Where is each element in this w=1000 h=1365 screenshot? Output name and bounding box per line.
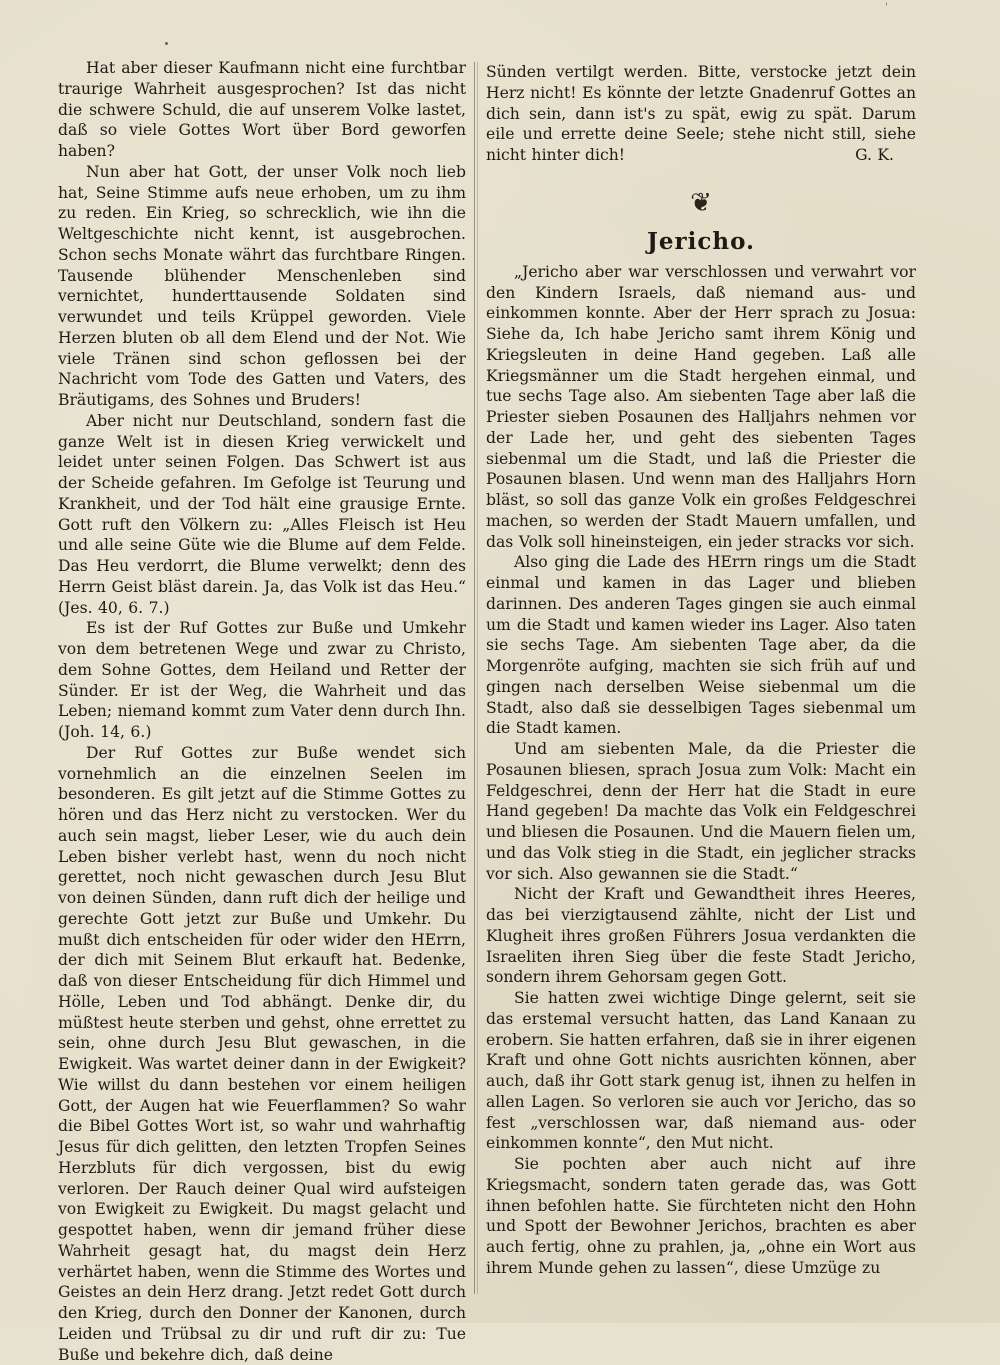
print-mark: ' [885,2,888,13]
article-heading: Jericho. [646,227,756,255]
left-paragraph-3: Aber nicht nur Deutschland, sondern fast die ganze Welt ist in diesen Krieg verwickelt und leidet unter seinen Folgen. Das Schwert ist aus der Scheide gefahren. Im Gefolge ist Teurung und Krankheit, und der Tod hält eine grausige Ernte. Gott ruft den Völkern zu: „Alles Fleisch ist Heu und alle seine Güte wie die Blume auf dem Felde. Das Heu verdorrt, die Blume verwelkt; denn des Herrn Geist bläst darein. Ja, das Volk ist das Heu.“ (Jes. 40, 6. 7.) [58,411,466,617]
left-paragraph-2: Nun aber hat Gott, der unser Volk noch lieb hat, Seine Stimme aufs neue erhoben, um zu ihm zu reden. Ein Krieg, so schrecklich, wie ihn die Weltgeschichte nicht kennt, ist ausgebrochen. Schon sechs Monate währt das furchtbare Ringen. Tausende blühender Menschenleben sind vernichtet, hunderttausende Soldaten sind verwundet und teils Krüppel geworden. Viele Herzen bluten ob all dem Elend und der Not. Wie viele Tränen sind schon geflossen bei der Nachricht vom Tode des Gatten und Vaters, des Bräutigams, des Sohnes und Bruders! [58,162,466,409]
left-column [58,58,466,1365]
right-paragraph-2: Also ging die Lade des HErrn rings um die Stadt einmal und kamen in das Lager und blieben darinnen. Des anderen Tages gingen sie auch einmal um die Stadt und kamen wieder ins Lager. Also taten sie sechs Tage. Am siebenten Tage aber, da die Morgenröte aufging, machten sie sich früh auf und gingen nach derselben Weise siebenmal um die Stadt, also daß sie desselbigen Tages siebenmal um die Stadt kamen. [486,553,916,738]
left-paragraph-4: Es ist der Ruf Gottes zur Buße und Umkehr von dem betretenen Wege und zwar zu Christo, dem Sohne Gottes, dem Heiland und Retter der Sünder. Er ist der Weg, die Wahrheit und das Leben; niemand kommt zum Vater denn durch Ihn. (Joh. 14, 6.) [58,619,466,741]
right-paragraph-5: Sie hatten zwei wichtige Dinge gelernt, seit sie das erstemal versucht hatten, das Land Kanaan zu erobern. Sie hatten erfahren, daß sie in ihrer eigenen Kraft und ohne Gott nichts ausrichten können, aber auch, daß ihr Gott stark genug ist, ihnen zu helfen in allen Lagen. So verloren sie auch vor Jericho, das so fest „verschlossen war, daß niemand aus- oder einkommen konnte“, den Mut nicht. [486,989,916,1153]
fleuron-icon: ❦ [690,187,712,218]
right-paragraph-4: Nicht der Kraft und Gewandtheit ihres Heeres, das bei vierzigtausend zählte, nicht der List und Klugheit ihres großen Führers Josua verdankten die Israeliten ihren Sieg über die feste Stadt Jericho, sondern ihrem Gehorsam gegen Gott. [486,885,916,987]
right-paragraph-6: Sie pochten aber auch nicht auf ihre Kriegsmacht, sondern taten gerade das, was Gott ihnen befohlen hatte. Sie fürchteten nicht den Hohn und Spott der Bewohner Jerichos, brachten es aber auch fertig, ohne zu prahlen, ja, „ohne ein Wort aus ihrem Munde gehen zu lassen“, diese Umzüge zu [486,1155,916,1277]
author-signature: G. K. [855,146,894,164]
column-divider [474,62,475,1294]
continuation-paragraph: Sünden vertilgt werden. Bitte, verstocke jetzt dein Herz nicht! Es könnte der letzte Gnadenruf Gottes an dich sein, dann ist's zu spät, ewig zu spät. Darum eile und errette deine Seele; stehe nicht still, siehe nicht hinter dich! [486,63,916,164]
left-paragraph-1: Hat aber dieser Kaufmann nicht eine furchtbar traurige Wahrheit ausgesprochen? Ist das nicht die schwere Schuld, die auf unserem Volke lastet, daß so viele Gottes Wort über Bord geworfen haben? [58,59,466,160]
right-paragraph-3: Und am siebenten Male, da die Priester die Posaunen bliesen, sprach Josua zum Volk: Macht ein Feldgeschrei, denn der Herr hat die Stadt in eure Hand gegeben! Da machte das Volk ein Feldgeschrei und bliesen die Posaunen. Und die Mauern fielen um, und das Volk stieg in die Stadt, ein jeglicher stracks vor sich. Also gewannen sie die Stadt.“ [486,740,916,883]
left-paragraph-5: Der Ruf Gottes zur Buße wendet sich vornehmlich an die einzelnen Seelen im besonderen. Es gilt jetzt auf die Stimme Gottes zu hören und das Herz nicht zu verstocken. Wer du auch sein magst, lieber Leser, wie du auch dein Leben bisher verlebt hast, wenn du noch nicht gerettet, noch nicht gewaschen durch Jesu Blut von deinen Sünden, dann ruft dich der heilige und gerechte Gott jetzt zur Buße und Umkehr. Du mußt dich entscheiden für oder wider den HErrn, der dich mit Seinem Blut erkauft hat. Bedenke, daß von dieser Entscheidung für dich Himmel und Hölle, Leben und Tod abhängt. Denke dir, du müßtest heute sterben und gehst, ohne errettet zu sein, ohne durch Jesu Blut gewaschen, in die Ewigkeit. Was wartet deiner dann in der Ewigkeit? Wie willst du dann bestehen vor einem heiligen Gott, der Augen hat wie Feuerflammen? So wahr die Bibel Gottes Wort ist, so wahr und wahrhaftig Jesus für dich gelitten, den letzten Tropfen Seines Herzbluts für dich vergossen, bist du ewig verloren. Der Rauch deiner Qual wird aufsteigen von Ewigkeit zu Ewigkeit. Du magst gelacht und gespottet haben, wenn dir jemand früher diese Wahrheit gesagt hat, du magst dein Herz verhärtet haben, wenn die Stimme des Wortes und Geistes an dein Herz drang. Jetzt redet Gott durch den Krieg, durch den Donner der Kanonen, durch Leiden und Trübsal zu dir und ruft dir zu: Tue Buße und bekehre dich, daß deine [58,743,466,1364]
right-column [486,62,916,1279]
column-divider-shadow [477,62,478,1294]
right-paragraph-1: „Jericho aber war verschlossen und verwahrt vor den Kindern Israels, daß niemand aus- und einkommen konnte. Aber der Herr sprach zu Josua: Siehe da, Ich habe Jericho samt ihrem König und Kriegsleuten in deine Hand gegeben. Laß alle Kriegsmänner um die Stadt hergehen einmal, und tue sechs Tage also. Am siebenten Tage aber laß die Priester sieben Posaunen des Halljahrs nehmen vor der Lade her, und geht des siebenten Tages siebenmal um die Stadt, und laß die Priester die Posaunen blasen. Und wenn man des Halljahrs Horn bläst, so soll das ganze Volk ein großes Feldgeschrei machen, so werden der Stadt Mauern umfallen, und das Volk soll hineinsteigen, ein jeder stracks vor sich. [486,262,916,551]
print-speck [165,42,168,45]
